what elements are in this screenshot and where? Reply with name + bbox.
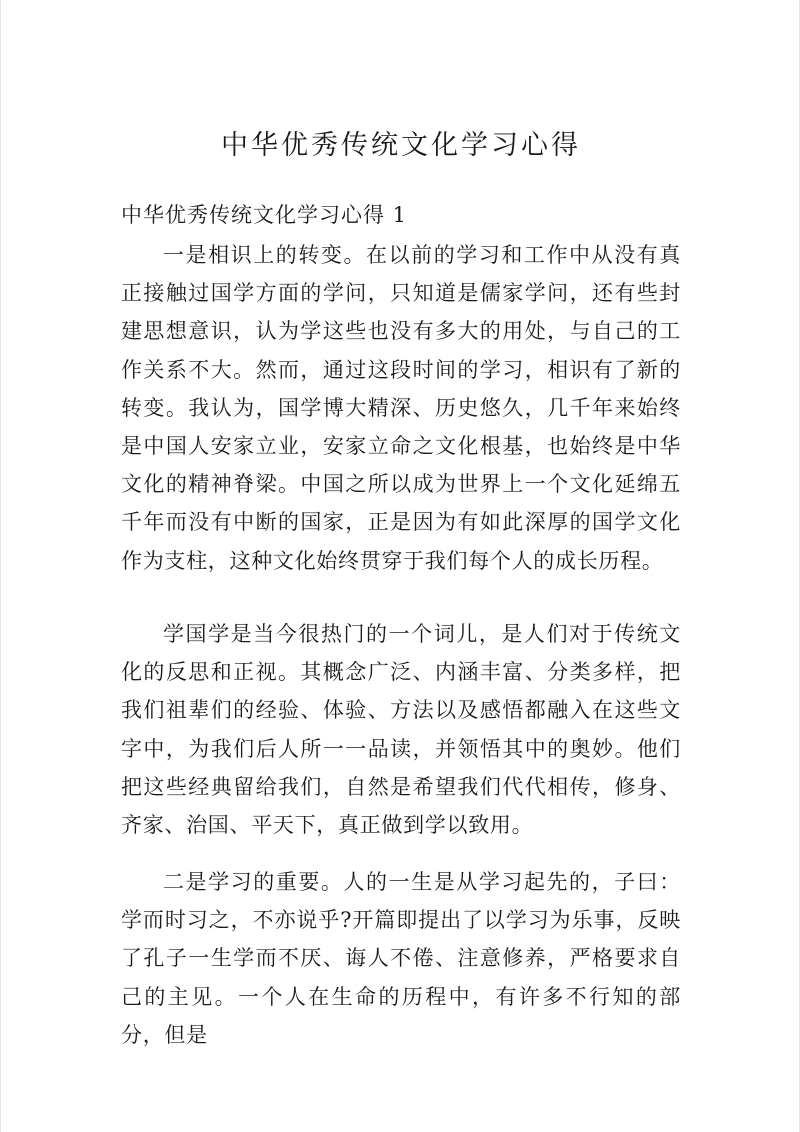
paragraph-3-text: 二是学习的重要。人的一生是从学习起先的，子曰：学而时习之，不亦说乎?开篇即提出了以学习为乐事，反映了孔子一生学而不厌、诲人不倦、注意修养，严格要求自己的主见。一个人在生命的历程中，有许多不行知的部分，但是 [121,870,681,1047]
paragraph-2 [121,615,681,844]
paragraph-1 [121,236,681,580]
paragraph-3 [121,863,681,1054]
document-title: 中华优秀传统文化学习心得 [221,130,581,161]
paragraph-1-text: 一是相识上的转变。在以前的学习和工作中从没有真正接触过国学方面的学问，只知道是儒家学问，还有些封建思想意识，认为学这些也没有多大的用处，与自己的工作关系不大。然而，通过这段时间的学习，相识有了新的转变。我认为，国学博大精深、历史悠久，几千年来始终是中国人安家立业，安家立命之文化根基，也始终是中华文化的精神脊梁。中国之所以成为世界上一个文化延绵五千年而没有中断的国家，正是因为有如此深厚的国学文化作为支柱，这种文化始终贯穿于我们每个人的成长历程。 [121,243,681,573]
document-subtitle: 中华优秀传统文化学习心得 1 [121,203,408,227]
paragraph-2-text: 学国学是当今很热门的一个词儿，是人们对于传统文化的反思和正视。其概念广泛、内涵丰富、分类多样，把我们祖辈们的经验、体验、方法以及感悟都融入在这些文字中，为我们后人所一一品读，并领悟其中的奥妙。他们把这些经典留给我们，自然是希望我们代代相传，修身、齐家、治国、平天下，真正做到学以致用。 [121,622,681,838]
